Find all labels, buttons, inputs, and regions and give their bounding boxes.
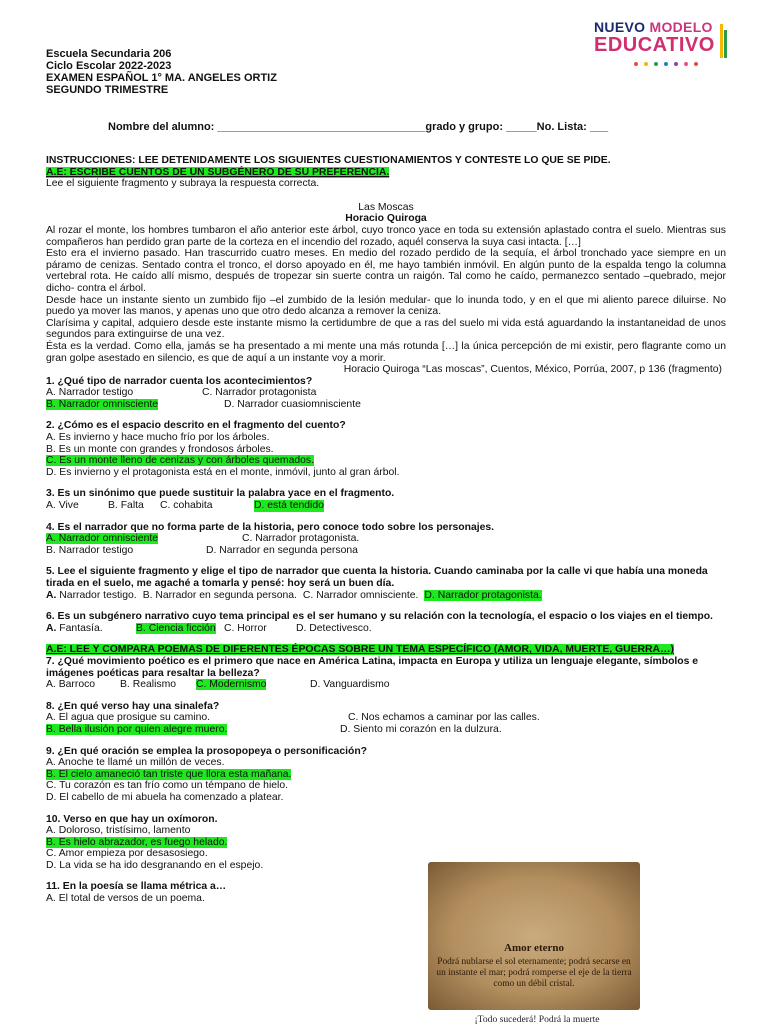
story-paragraph-5: Ésta es la verdad. Como ella, jamás se ha presentado a mi mente una más rotunda […] la única percepción de mi existir, pero flagrante como un gran golpe asestado en silencio, es que de aquí a un instante voy a morir.	[46, 340, 726, 364]
instructions: INSTRUCCIONES: LEE DETENIDAMENTE LOS SIGUIENTES CUESTIONAMIENTOS Y CONTESTE LO QUE SE PIDE.	[46, 155, 611, 166]
q3-option-d: D. está tendido	[254, 500, 324, 512]
q8-option-b: B. Bella ilusión por quien alegre muero.	[46, 723, 228, 735]
term: SEGUNDO TRIMESTRE	[46, 84, 169, 96]
poem-card-title: Amor eterno	[504, 942, 564, 954]
story-paragraph-1: Al rozar el monte, los hombres tumbaron el año anterior este árbol, cuyo tronco yace en toda su extensión aplastado contra el suelo. Mientras sus compañeros han perdido gran parte de la corteza en el incendio del rozado, aquél conserva la suya casi intacta. […]	[46, 224, 726, 248]
school-year: Ciclo Escolar 2022-2023	[46, 60, 172, 72]
q3-option-b: B. Falta	[108, 500, 144, 512]
q2-option-a: A. Es invierno y hace mucho frío por los árboles.	[46, 432, 270, 444]
exam-body	[46, 155, 726, 905]
question-5: 5. Lee el siguiente fragmento y elige el tipo de narrador que cuenta la historia. Cuando caminaba por la calle vi que había una moneda tirada en el suelo, me agaché a tomarla y pensé: hoy será un buen día.	[46, 566, 708, 589]
q9-option-d: D. El cabello de mi abuela ha comenzado a platear.	[46, 791, 284, 803]
q4-option-b: B. Narrador testigo	[46, 544, 134, 556]
school-name: Escuela Secundaria 206	[46, 48, 172, 60]
logo-word-educativo: EDUCATIVO	[594, 34, 715, 56]
question-3: 3. Es un sinónimo que puede sustituir la palabra yace en el fragmento.	[46, 488, 395, 500]
question-2: 2. ¿Cómo es el espacio descrito en el fragmento del cuento?	[46, 420, 346, 432]
q7-option-d: D. Vanguardismo	[310, 679, 390, 691]
learning-objective-1: A.E: ESCRIBE CUENTOS DE UN SUBGÉNERO DE SU PREFERENCIA.	[46, 166, 390, 178]
question-4: 4. Es el narrador que no forma parte de la historia, pero conoce todo sobre los personajes.	[46, 521, 495, 533]
q4-option-a: A. Narrador omnisciente	[46, 533, 159, 545]
q3-option-c: C. cohabita	[160, 500, 213, 512]
q6-option-a: Fantasía.	[56, 622, 103, 634]
q10-option-a: A. Doloroso, tristísimo, lamento	[46, 825, 191, 837]
logo-word-nuevo: NUEVO	[594, 19, 646, 35]
question-11: 11. En la poesía se llama métrica a…	[46, 881, 227, 893]
q4-option-c: C. Narrador protagonista.	[242, 533, 360, 545]
q6-option-d: D. Detectivesco.	[296, 622, 372, 634]
q6-option-c: C. Horror	[224, 622, 267, 634]
q8-option-a: A. El agua que prosigue su camino.	[46, 712, 211, 724]
q2-option-c: C. Es un monte lleno de cenizas y con árboles quemados.	[46, 455, 315, 467]
question-7: 7. ¿Qué movimiento poético es el primero que nace en América Latina, impacta en Europa y utiliza un lenguaje elegante, símbolos e imágenes poéticas para resaltar la belleza?	[46, 655, 699, 679]
q10-option-c: C. Amor empieza por desasosiego.	[46, 848, 208, 860]
q9-option-c: C. Tu corazón es tan frío como un témpano de hielo.	[46, 780, 289, 792]
q6-option-b: B. Ciencia ficción	[136, 622, 216, 634]
q5-option-c: C. Narrador omnisciente.	[302, 589, 419, 601]
story-author: Horacio Quiroga	[345, 213, 427, 225]
story-paragraph-2: Esto era el invierno pasado. Han trascurrido cuatro meses. En medio del rozado perdido de la sequía, el árbol tronchado yace siempre en un páramo de cenizas. Sentado contra el tronco, el dorso apoyado en él, me hayo también inmóvil. En algún punto de la espalda tengo la columna vertebral rota. He caído allí mismo, después de tropezar sin suerte contra un raigón. Tal como he caído, permanezco sentado –quebrado, mejor dicho- contra el árbol.	[46, 248, 726, 294]
q7-option-b: B. Realismo	[120, 679, 177, 691]
story-paragraph-4: Clarísima y capital, adquiero desde este instante mismo la certidumbre de que a ras del suelo mi vida está aguardando la instantaneidad de unos segundos para extinguirse de una vez.	[46, 317, 726, 341]
learning-objective-2: A.E: LEE Y COMPARA POEMAS DE DIFERENTES ÉPOCAS SOBRE UN TEMA ESPECÍFICO (AMOR, VIDA, MUERTE, GUERRA…)	[46, 644, 674, 656]
q1-option-a: A. Narrador testigo	[46, 387, 134, 399]
question-1: 1. ¿Qué tipo de narrador cuenta los acontecimientos?	[46, 375, 313, 387]
q8-option-d: D. Siento mi corazón en la dulzura.	[340, 723, 502, 735]
q10-option-d: D. La vida se ha ido desgranando en el espejo.	[46, 859, 264, 871]
q3-option-a: A. Vive	[46, 500, 79, 512]
school-header	[46, 48, 277, 96]
q2-option-d: D. Es invierno y el protagonista está en el monte, inmóvil, junto al gran árbol.	[46, 466, 400, 478]
q7-option-a: A. Barroco	[46, 679, 96, 691]
logo-bars-icon	[720, 24, 728, 58]
question-6: 6. Es un subgénero narrativo cuyo tema principal es el ser humano y su relación con la tecnología, el espacio o los viajes en el tiempo.	[46, 611, 713, 623]
question-9: 9. ¿En qué oración se emplea la prosopopeya o personificación?	[46, 745, 368, 757]
story-title: Las Moscas	[358, 201, 414, 213]
q1-option-b: B. Narrador omnisciente	[46, 398, 159, 410]
poem-card-continuation: ¡Todo sucederá! Podrá la muerte	[474, 1014, 600, 1025]
exam-title: EXAMEN ESPAÑOL 1° MA. ANGELES ORTIZ	[46, 72, 277, 84]
q4-option-d: D. Narrador en segunda persona	[206, 544, 358, 556]
q9-option-b: B. El cielo amaneció tan triste que llora esta mañana.	[46, 768, 292, 780]
question-8: 8. ¿En qué verso hay una sinalefa?	[46, 700, 220, 712]
q10-option-b: B. Es hielo abrazador, es fuego helado.	[46, 836, 228, 848]
logo-dots-icon	[634, 62, 698, 66]
nuevo-modelo-educativo-logo	[594, 20, 734, 64]
q5-option-b: B. Narrador en segunda persona.	[142, 589, 297, 601]
q1-option-d: D. Narrador cuasiomnisciente	[224, 398, 361, 410]
student-name-line: Nombre del alumno: __________________________________grado y grupo: _____No. Lista: ___	[108, 121, 609, 133]
story-paragraph-3: Desde hace un instante siento un zumbido fijo –el zumbido de la lesión medular- que lo inunda todo, y en el que mi aliento parece diluirse. No puedo ya mover las manos, y apenas uno que otro dedo alcanza a remover la ceniza.	[46, 294, 726, 318]
read-instruction: Lee el siguiente fragmento y subraya la respuesta correcta.	[46, 178, 320, 190]
q6-option-a-letter: A.	[46, 622, 57, 634]
q5-option-a: Narrador testigo.	[56, 589, 137, 601]
poem-card-text: Podrá nublarse el sol eternamente; podrá secarse en un instante el mar; podrá romperse el eje de la tierra como un débil cristal.	[436, 957, 632, 989]
question-10: 10. Verso en que hay un oxímoron.	[46, 813, 218, 825]
q7-option-c: C. Modernismo	[196, 679, 267, 691]
q11-option-a: A. El total de versos de un poema.	[46, 893, 205, 905]
q5-option-d: D. Narrador protagonista.	[424, 589, 542, 601]
q1-option-c: C. Narrador protagonista	[202, 387, 317, 399]
q8-option-c: C. Nos echamos a caminar por las calles.	[348, 712, 540, 724]
logo-word-modelo: MODELO	[649, 19, 713, 35]
story-citation: Horacio Quiroga “Las moscas”, Cuentos, México, Porrúa, 2007, p 136 (fragmento)	[343, 364, 722, 376]
poem-card-image	[428, 862, 640, 1010]
q2-option-b: B. Es un monte con grandes y frondosos árboles.	[46, 443, 274, 455]
q9-option-a: A. Anoche te llamé un millón de veces.	[46, 757, 225, 769]
q5-option-a-letter: A.	[46, 589, 57, 601]
